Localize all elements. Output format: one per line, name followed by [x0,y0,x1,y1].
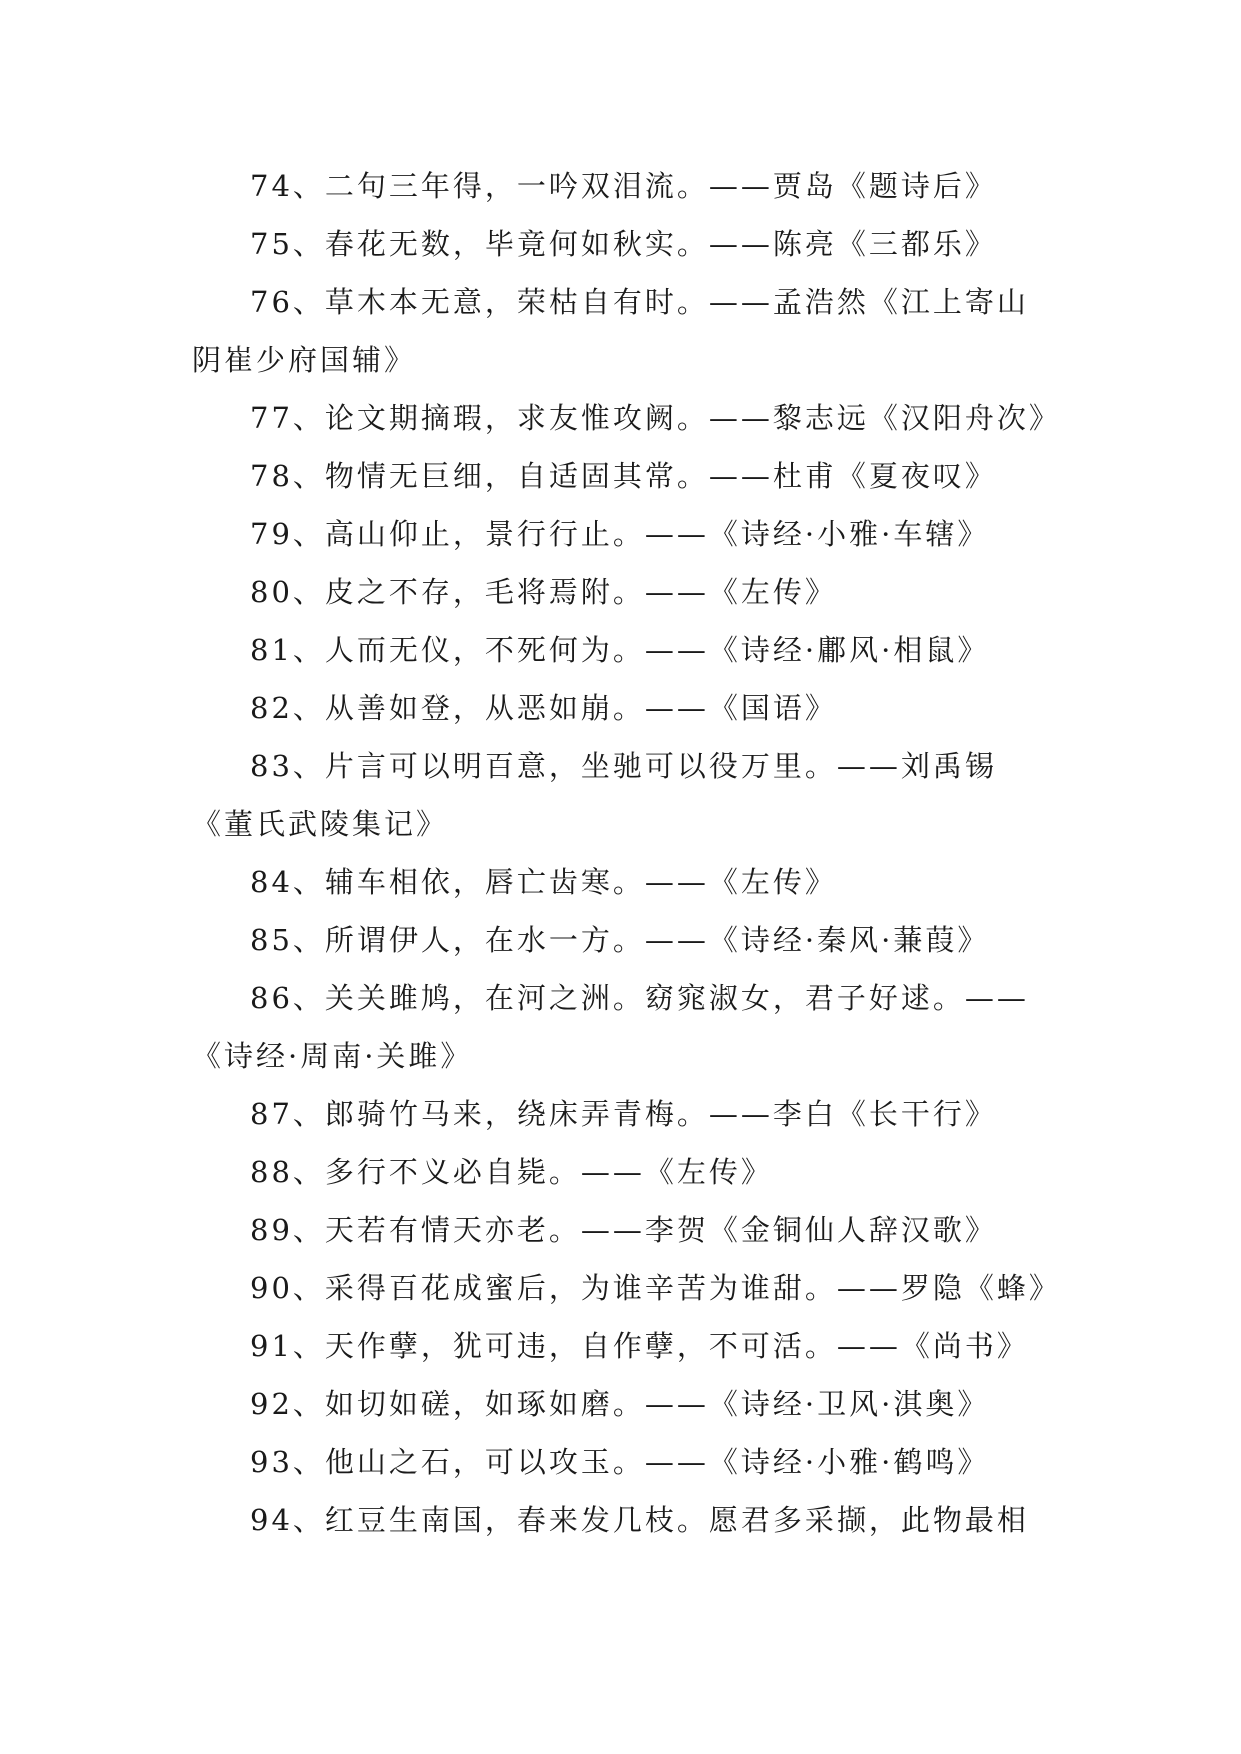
quote-line: 87、郎骑竹马来，绕床弄青梅。——李白《长干行》 [250,1097,997,1131]
quote-line: 83、片言可以明百意，坐驰可以役万里。——刘禹锡 [250,749,997,783]
quote-line: 75、春花无数，毕竟何如秋实。——陈亮《三都乐》 [250,227,997,261]
quote-line: 84、辅车相依，唇亡齿寒。——《左传》 [250,865,837,899]
quote-line: 76、草木本无意，荣枯自有时。——孟浩然《江上寄山 [250,285,1029,319]
quote-line-continuation: 阴崔少府国辅》 [192,343,417,377]
quote-line: 90、采得百花成蜜后，为谁辛苦为谁甜。——罗隐《蜂》 [250,1271,1061,1305]
quote-line: 85、所谓伊人，在水一方。——《诗经·秦风·蒹葭》 [250,923,990,957]
quote-line: 92、如切如磋，如琢如磨。——《诗经·卫风·淇奥》 [250,1387,990,1421]
quote-line: 74、二句三年得，一吟双泪流。——贾岛《题诗后》 [250,169,997,203]
quote-line: 88、多行不义必自毙。——《左传》 [250,1155,773,1189]
quote-line-continuation: 《诗经·周南·关雎》 [192,1039,473,1073]
quote-line: 86、关关雎鸠，在河之洲。窈窕淑女，君子好逑。—— [250,981,1029,1015]
quote-line: 94、红豆生南国，春来发几枝。愿君多采撷，此物最相 [250,1503,1029,1537]
quote-line: 91、天作孽，犹可违，自作孽，不可活。——《尚书》 [250,1329,1029,1363]
quote-line: 81、人而无仪，不死何为。——《诗经·鄘风·相鼠》 [250,633,990,667]
quote-line: 82、从善如登，从恶如崩。——《国语》 [250,691,837,725]
quote-line: 77、论文期摘瑕，求友惟攻阙。——黎志远《汉阳舟次》 [250,401,1061,435]
quote-line: 78、物情无巨细，自适固其常。——杜甫《夏夜叹》 [250,459,997,493]
quote-line: 79、高山仰止，景行行止。——《诗经·小雅·车辖》 [250,517,990,551]
quote-line: 89、天若有情天亦老。——李贺《金铜仙人辞汉歌》 [250,1213,997,1247]
quote-line-continuation: 《董氏武陵集记》 [192,807,449,841]
document-body [192,157,1062,1549]
quote-line: 80、皮之不存，毛将焉附。——《左传》 [250,575,837,609]
quote-line: 93、他山之石，可以攻玉。——《诗经·小雅·鹤鸣》 [250,1445,990,1479]
